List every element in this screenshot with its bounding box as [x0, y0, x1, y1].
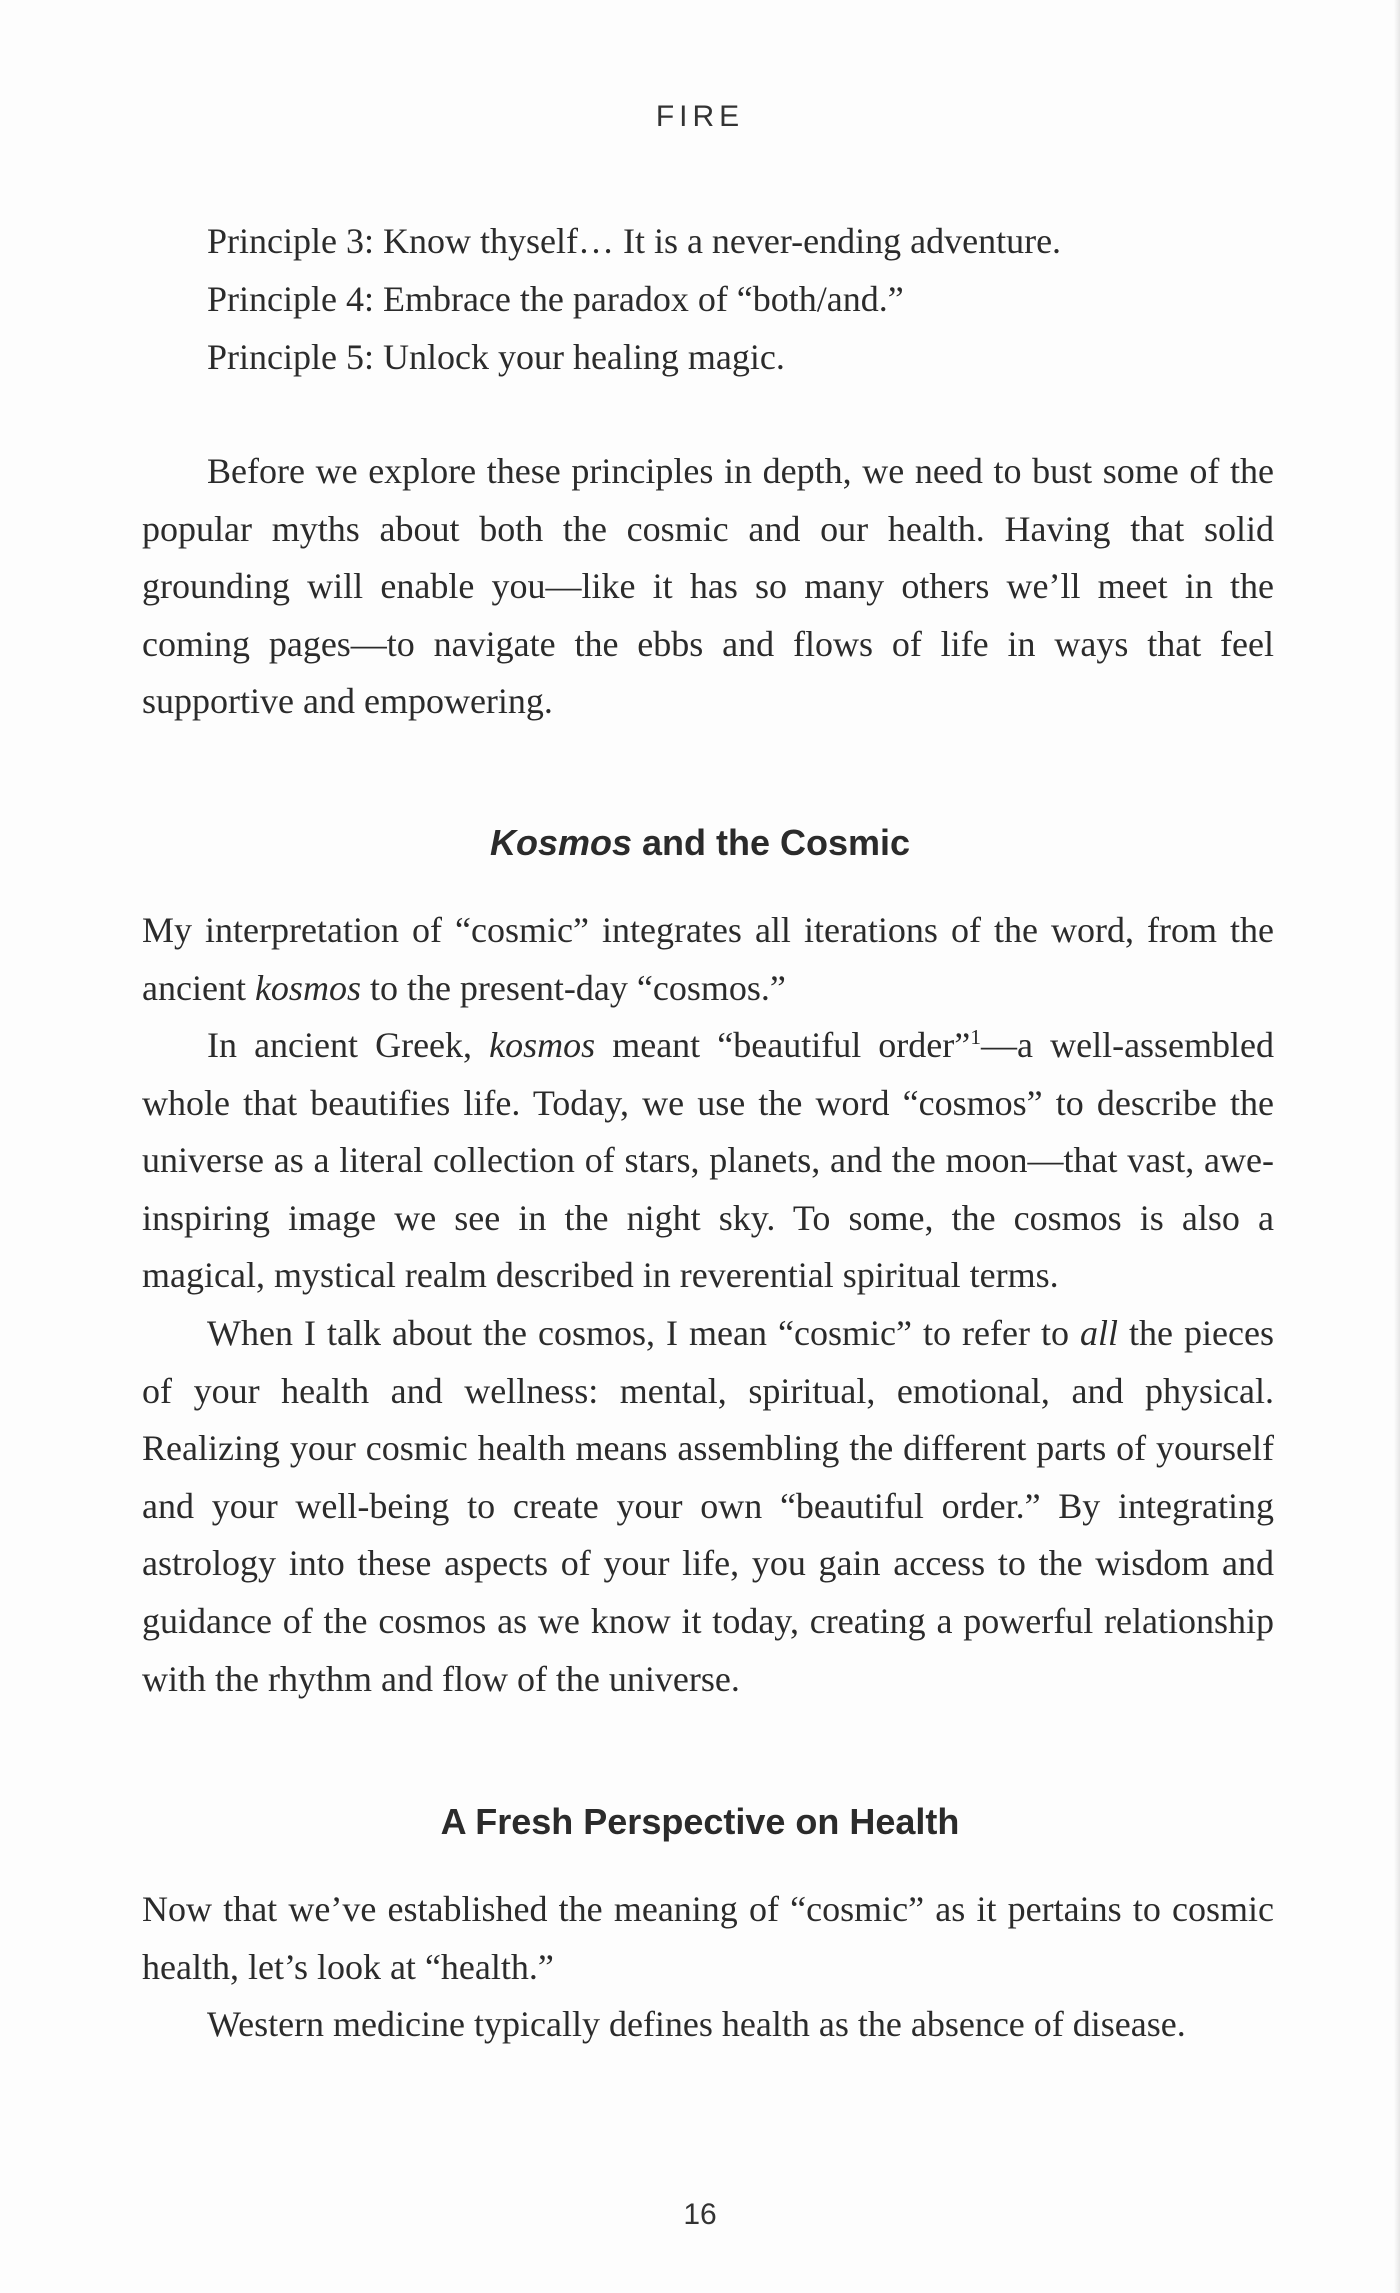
italic-term: kosmos	[489, 1025, 596, 1065]
section-heading-kosmos	[0, 822, 1400, 864]
footnote-marker: 1	[970, 1025, 982, 1049]
text-run: the pieces of your health and wellness: mental, spiritual, emotional, and physical. Realizing your cosmic health means assembling the different parts of yourself and your well-being to create your own “beautiful order.” By integrating astrology into these aspects of your life, you gain access to the wisdom and guidance of the cosmos as we know it today, creating a powerful relationship with the rhythm and flow of the universe.	[142, 1313, 1274, 1699]
principle-5: Principle 5: Unlock your healing magic.	[207, 337, 785, 377]
text-run: —a well-assembled whole that beautifies life. Today, we use the word “cosmos” to describe the universe as a literal collection of stars, planets, and the moon—that vast, awe-inspiring image we see in the night sky. To some, the cosmos is also a magical, mystical realm described in reverential spiritual terms.	[142, 1025, 1275, 1296]
principle-4: Principle 4: Embrace the paradox of “both/and.”	[207, 279, 904, 319]
italic-term: all	[1079, 1313, 1118, 1353]
principle-3: Principle 3: Know thyself… It is a never-ending adventure.	[207, 221, 1062, 261]
health-paragraph-2: Western medicine typically defines health as the absence of disease.	[207, 2004, 1186, 2044]
page-edge-shadow	[1394, 0, 1400, 2293]
kosmos-paragraph-1	[142, 902, 1274, 1017]
principles-list	[207, 212, 1287, 386]
text-run: meant “beautiful order”	[595, 1025, 971, 1065]
page-number: 16	[683, 2198, 717, 2231]
heading-rest: and the Cosmic	[631, 822, 911, 863]
health-paragraph-1: Now that we’ve established the meaning of “cosmic” as it pertains to cosmic health, let’s look at “health.”	[142, 1889, 1274, 1987]
section-heading-health: A Fresh Perspective on Health	[440, 1801, 960, 1842]
kosmos-paragraph-2	[142, 1017, 1274, 1305]
text-run: When I talk about the cosmos, I mean “cosmic” to refer to	[207, 1313, 1080, 1353]
text-run: In ancient Greek,	[207, 1025, 490, 1065]
text-run: My interpretation of “cosmic” integrates all iterations of the word, from the ancient	[142, 910, 1274, 1008]
running-head: FIRE	[655, 100, 745, 133]
italic-term: kosmos	[254, 967, 361, 1008]
intro-paragraph: Before we explore these principles in depth, we need to bust some of the popular myths about both the cosmic and our health. Having that solid grounding will enable you—like it has so many others we’ll meet in the coming pages—to navigate the ebbs and flows of life in ways that feel supportive and empowering.	[142, 451, 1274, 722]
kosmos-paragraph-3	[142, 1305, 1274, 1708]
heading-italic: Kosmos	[489, 822, 632, 863]
text-run: to the present-day “cosmos.”	[360, 967, 786, 1008]
